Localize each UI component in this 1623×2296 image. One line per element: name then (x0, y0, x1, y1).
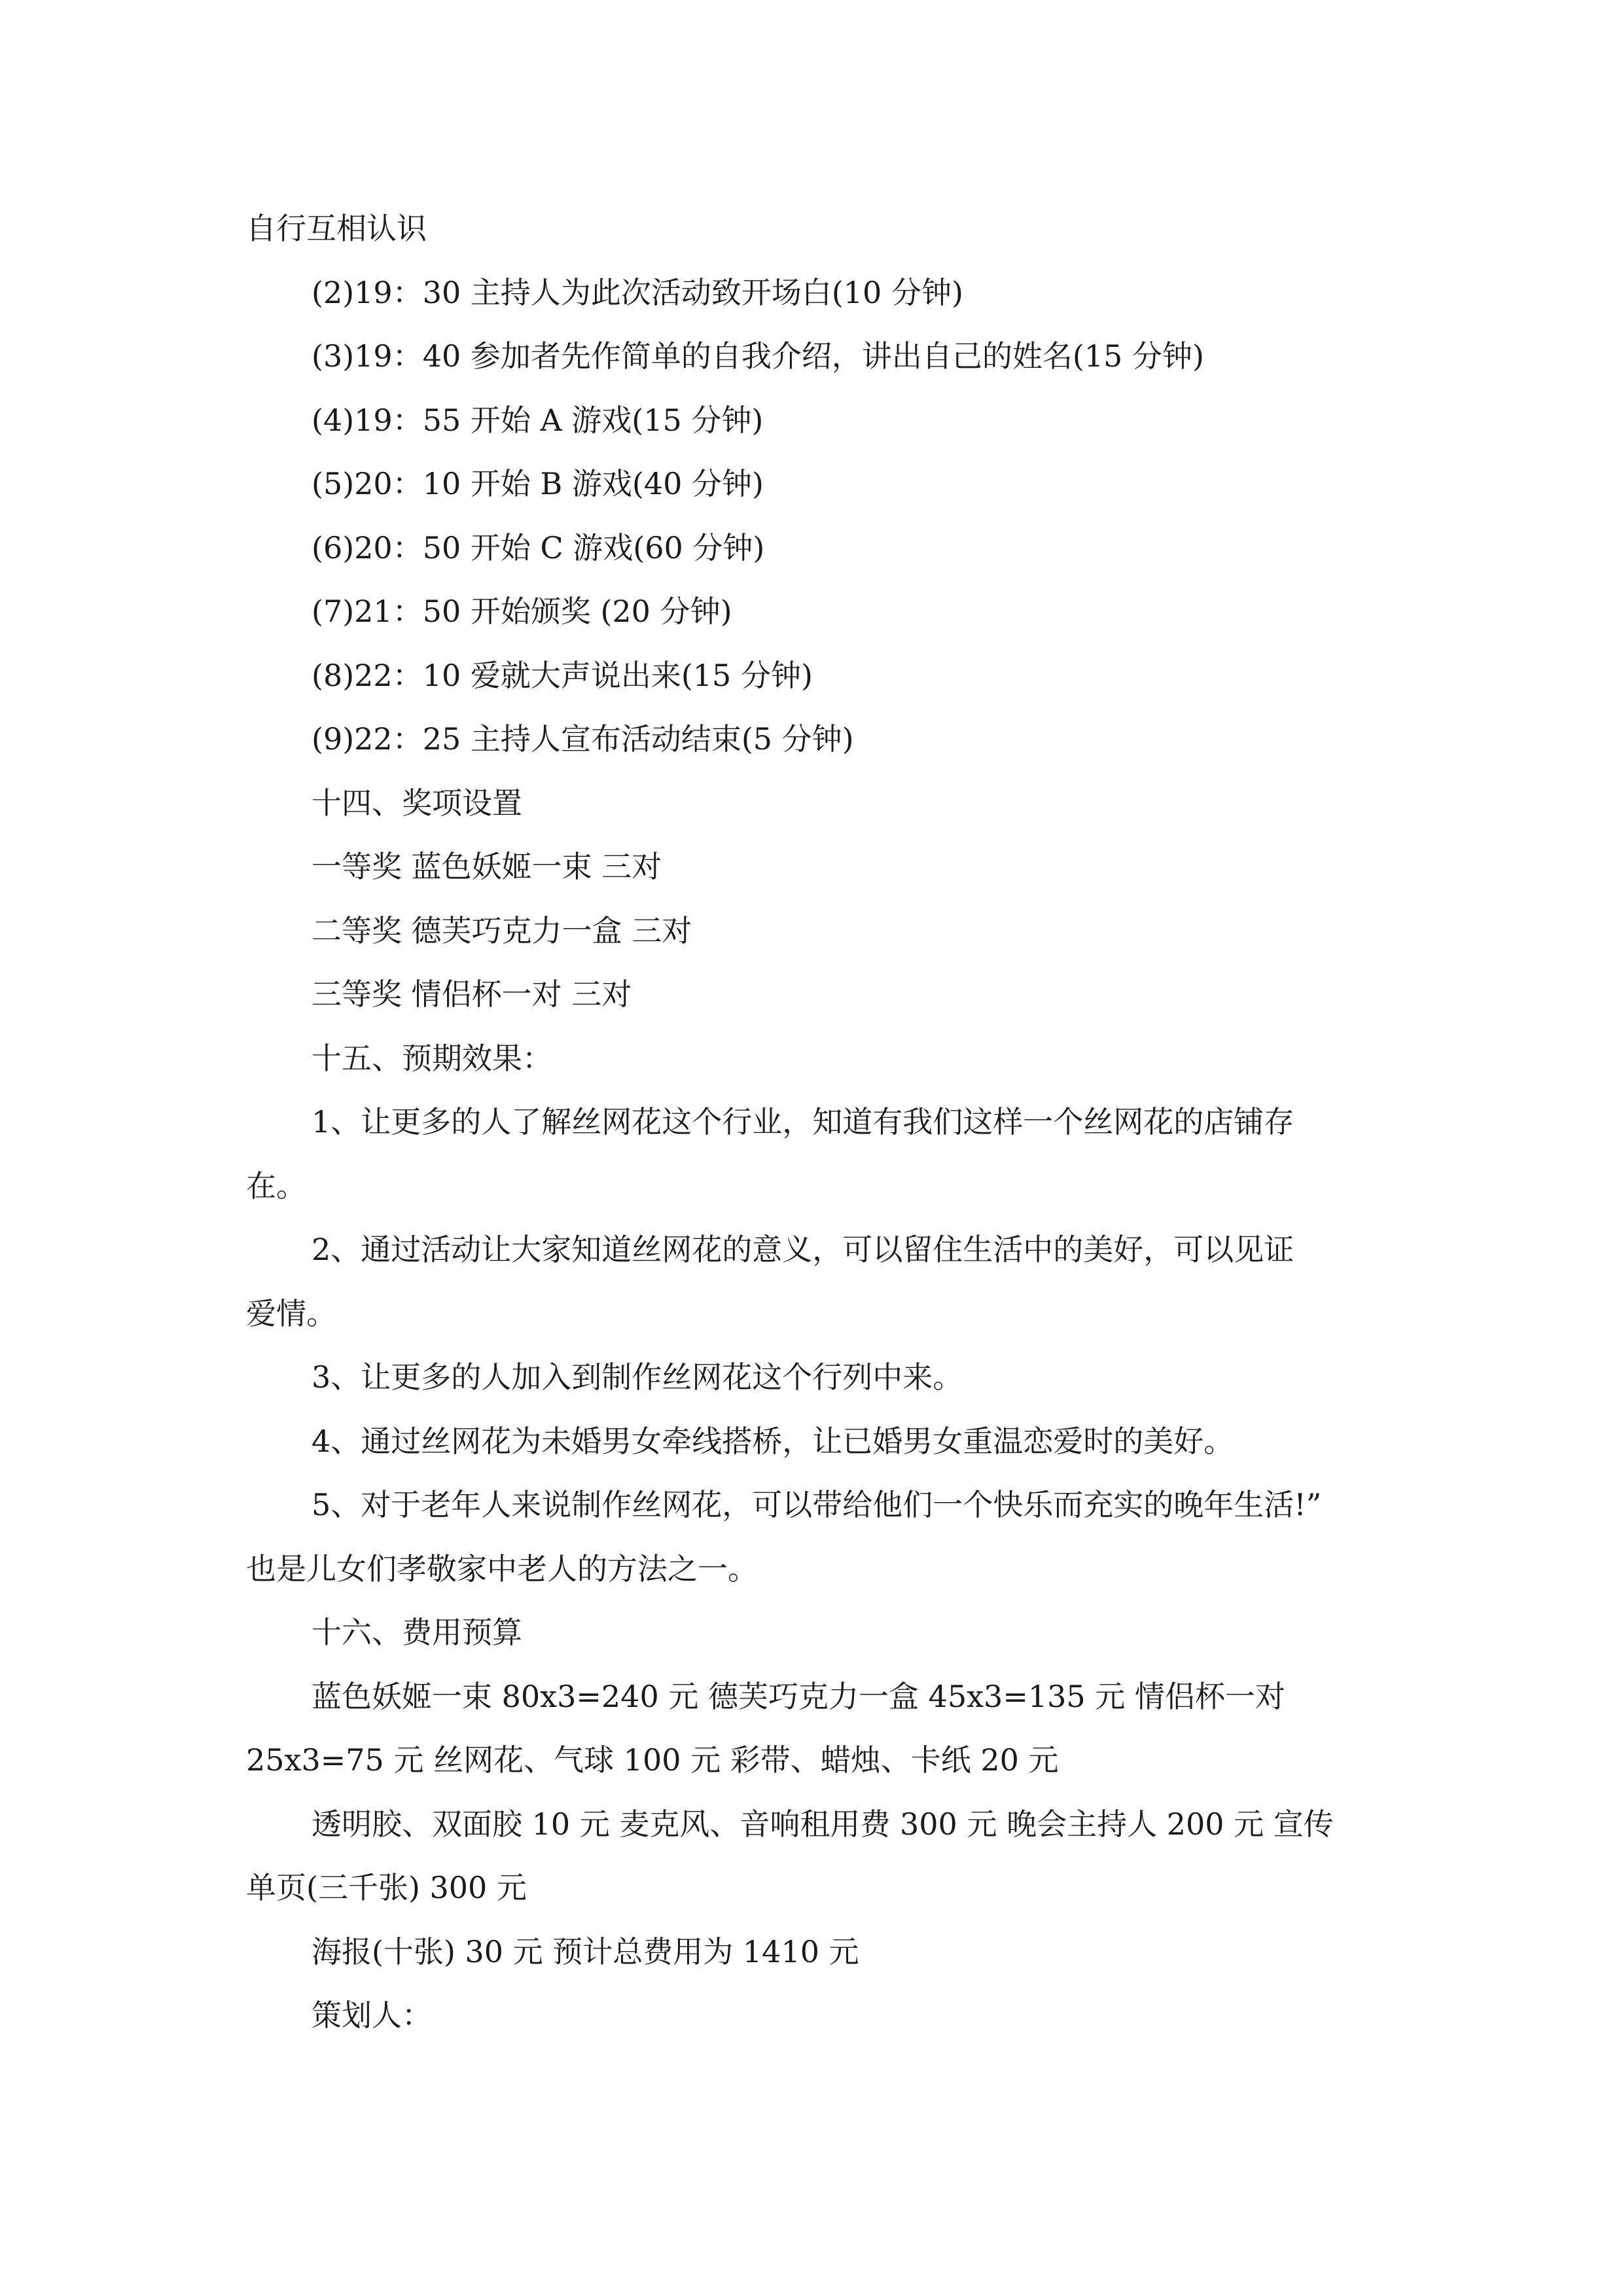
schedule-item: (6)20：50 开始 C 游戏(60 分钟) (312, 530, 765, 565)
intro-tail-text: 自行互相认识 (246, 211, 427, 246)
schedule-item: (4)19：55 开始 A 游戏(15 分钟) (312, 403, 764, 438)
awards-heading: 十四、奖项设置 (312, 785, 522, 821)
planner-label: 策划人： (312, 1998, 432, 2033)
award-item: 二等奖 德芙巧克力一盒 三对 (312, 913, 692, 948)
schedule-item: (8)22：10 爱就大声说出来(15 分钟) (312, 658, 813, 693)
budget-paragraph-1-line-2: 25x3=75 元 丝网花、气球 100 元 彩带、蜡烛、卡纸 20 元 (246, 1742, 1059, 1778)
effects-paragraph-1-line-1: 1、让更多的人了解丝网花这个行业，知道有我们这样一个丝网花的店铺存 (312, 1104, 1294, 1139)
effects-paragraph-5-line-1: 5、对于老年人来说制作丝网花，可以带给他们一个快乐而充实的晚年生活!” (312, 1487, 1322, 1522)
effects-paragraph-2-line-2: 爱情。 (246, 1296, 336, 1331)
effects-paragraph-1-line-2: 在。 (246, 1168, 306, 1204)
budget-paragraph-1-line-1: 蓝色妖姬一束 80x3=240 元 德芙巧克力一盒 45x3=135 元 情侣杯一对 (312, 1679, 1285, 1714)
budget-heading: 十六、费用预算 (312, 1615, 522, 1650)
effects-paragraph-5-line-2: 也是儿女们孝敬家中老人的方法之一。 (246, 1551, 758, 1587)
schedule-item: (3)19：40 参加者先作简单的自我介绍，讲出自己的姓名(15 分钟) (312, 338, 1204, 374)
budget-paragraph-2-line-1: 透明胶、双面胶 10 元 麦克风、音响租用费 300 元 晚会主持人 200 元 宣传 (312, 1806, 1334, 1842)
budget-paragraph-2-line-2: 单页(三千张) 300 元 (246, 1870, 527, 1905)
schedule-item: (9)22：25 主持人宣布活动结束(5 分钟) (312, 721, 854, 757)
budget-total-line: 海报(十张) 30 元 预计总费用为 1410 元 (312, 1934, 859, 1969)
schedule-item: (7)21：50 开始颁奖 (20 分钟) (312, 594, 732, 629)
award-item: 一等奖 蓝色妖姬一束 三对 (312, 849, 662, 884)
award-item: 三等奖 情侣杯一对 三对 (312, 977, 632, 1012)
schedule-item: (2)19：30 主持人为此次活动致开场白(10 分钟) (312, 275, 963, 310)
effects-paragraph-3: 3、让更多的人加入到制作丝网花这个行列中来。 (312, 1359, 963, 1395)
effects-paragraph-2-line-1: 2、通过活动让大家知道丝网花的意义，可以留住生活中的美好，可以见证 (312, 1232, 1294, 1267)
schedule-item: (5)20：10 开始 B 游戏(40 分钟) (312, 466, 764, 501)
effects-paragraph-4: 4、通过丝网花为未婚男女牵线搭桥，让已婚男女重温恋爱时的美好。 (312, 1424, 1234, 1459)
effects-heading: 十五、预期效果： (312, 1041, 552, 1076)
